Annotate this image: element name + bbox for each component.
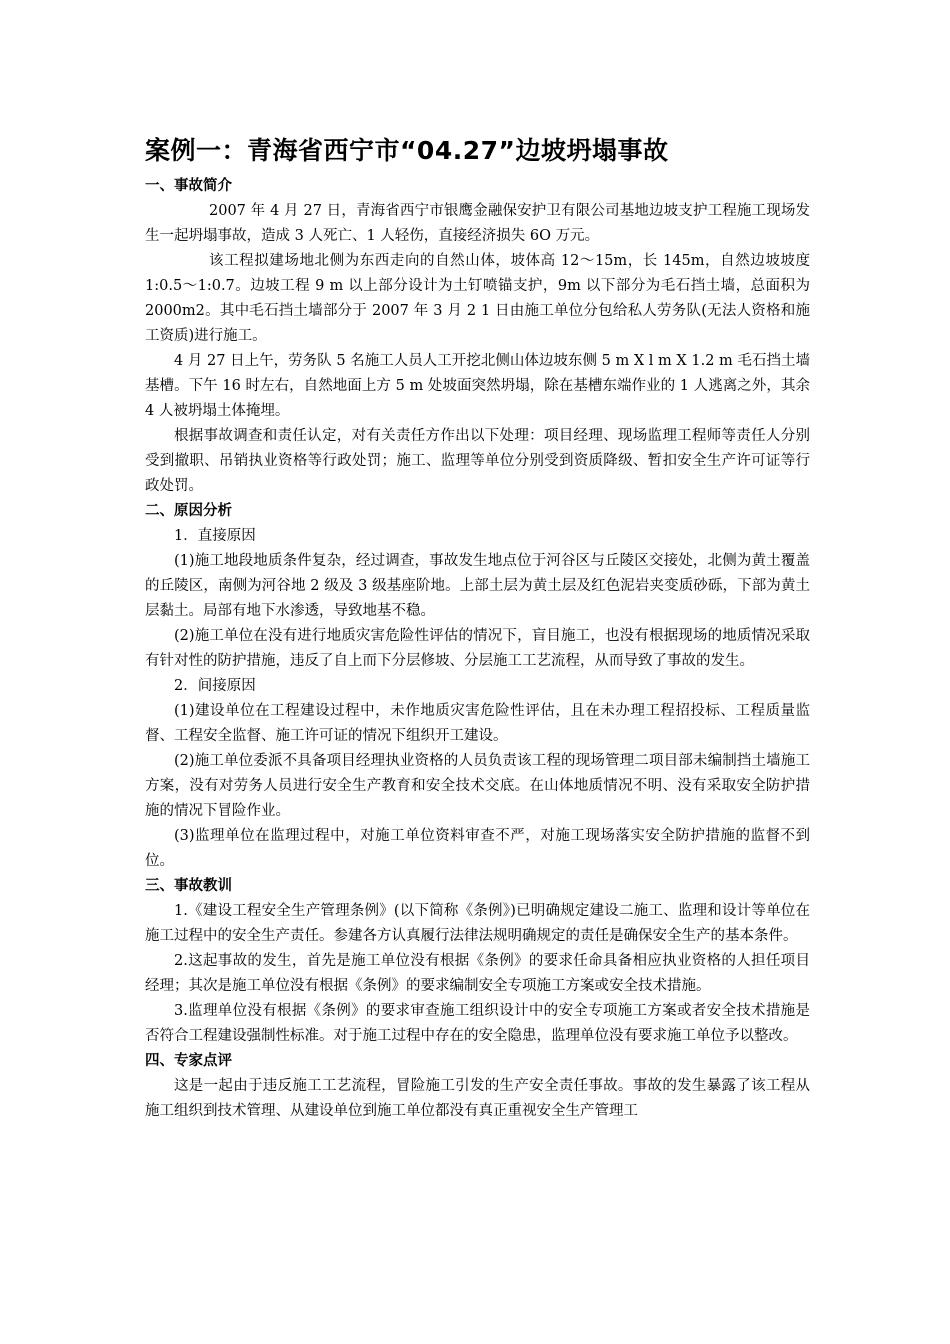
section-cause-analysis <box>145 499 810 874</box>
paragraph: 根据事故调查和责任认定，对有关责任方作出以下处理：项目经理、现场监理工程师等责任人分别受到撤职、吊销执业资格等行政处罚；施工、监理等单位分别受到资质降级、暂扣安全生产许可证等行政处罚。 <box>145 428 810 494</box>
section-lessons <box>145 874 810 1049</box>
paragraph: (1)施工地段地质条件复杂，经过调查，事故发生地点位于河谷区与丘陵区交接处，北侧为黄土覆盖的丘陵区，南侧为河谷地 2 级及 3 级基座阶地。上部土层为黄土层及红色泥岩夹变质砂砾，下部为黄土层黏土。局部有地下水渗透，导致地基不稳。 <box>145 553 810 619</box>
document-page <box>145 132 810 1124</box>
paragraph: 3.监理单位没有根据《条例》的要求审查施工组织设计中的安全专项施工方案或者安全技术措施是否符合工程建设强制性标准。对于施工过程中存在的安全隐患，监理单位没有要求施工单位予以整改。 <box>145 1003 810 1044</box>
section-heading: 二、原因分析 <box>145 503 232 519</box>
paragraph: 该工程拟建场地北侧为东西走向的自然山体，坡体高 12～15m，长 145m，自然边坡坡度 1:0.5～1:0.7。边坡工程 9 m 以上部分设计为土钉喷锚支护，9m 以下部分为毛石挡土墙，总面积为 2000m2。其中毛石挡土墙部分于 2007 年 3 月 2 1 日由施工单位分包给私人劳务队(无法人资格和施工资质)进行施工。 <box>145 253 810 344</box>
section-expert-comment <box>145 1049 810 1124</box>
paragraph: 2.这起事故的发生，首先是施工单位没有根据《条例》的要求任命具备相应执业资格的人担任项目经理；其次是施工单位没有根据《条例》的要求编制安全专项施工方案或安全技术措施。 <box>145 953 810 994</box>
section-heading: 四、专家点评 <box>145 1053 232 1069</box>
section-heading: 一、事故简介 <box>145 178 232 194</box>
paragraph: (3)监理单位在监理过程中，对施工单位资料审查不严，对施工现场落实安全防护措施的监督不到位。 <box>145 828 810 869</box>
paragraph: (1)建设单位在工程建设过程中，未作地质灾害危险性评估，且在未办理工程招投标、工程质量监督、工程安全监督、施工许可证的情况下组织开工建设。 <box>145 703 810 744</box>
document-title: 案例一：青海省西宁市“04.27”边坡坍塌事故 <box>145 136 669 165</box>
paragraph: 2007 年 4 月 27 日，青海省西宁市银鹰金融保安护卫有限公司基地边坡支护工程施工现场发生一起坍塌事故，造成 3 人死亡、1 人轻伤，直接经济损失 6O 万元。 <box>145 203 810 244</box>
paragraph: (2)施工单位在没有进行地质灾害危险性评估的情况下，盲目施工，也没有根据现场的地质情况采取有针对性的防护措施，违反了自上而下分层修坡、分层施工工艺流程，从而导致了事故的发生。 <box>145 628 810 669</box>
section-accident-summary <box>145 174 810 499</box>
paragraph: 4 月 27 日上午，劳务队 5 名施工人员人工开挖北侧山体边坡东侧 5 m X l m X 1.2 m 毛石挡土墙基槽。下午 16 时左右，自然地面上方 5 m 处坡面突然坍塌，除在基槽东端作业的 1 人逃离之外，其余 4 人被坍塌土体掩埋。 <box>145 353 810 419</box>
paragraph: (2)施工单位委派不具备项目经理执业资格的人员负责该工程的现场管理二项目部未编制挡土墙施工方案，没有对劳务人员进行安全生产教育和安全技术交底。在山体地质情况不明、没有采取安全防护措施的情况下冒险作业。 <box>145 753 810 819</box>
section-heading: 三、事故教训 <box>145 878 232 894</box>
subheading-indirect-cause: 2．间接原因 <box>174 678 256 694</box>
subheading-direct-cause: 1．直接原因 <box>174 528 256 544</box>
paragraph: 1.《建设工程安全生产管理条例》(以下简称《条例》)已明确规定建设二施工、监理和设计等单位在施工过程中的安全生产责任。参建各方认真履行法律法规明确规定的责任是确保安全生产的基本条件。 <box>145 903 810 944</box>
paragraph: 这是一起由于违反施工工艺流程，冒险施工引发的生产安全责任事故。事故的发生暴露了该工程从施工组织到技术管理、从建设单位到施工单位都没有真正重视安全生产管理工 <box>145 1078 810 1119</box>
